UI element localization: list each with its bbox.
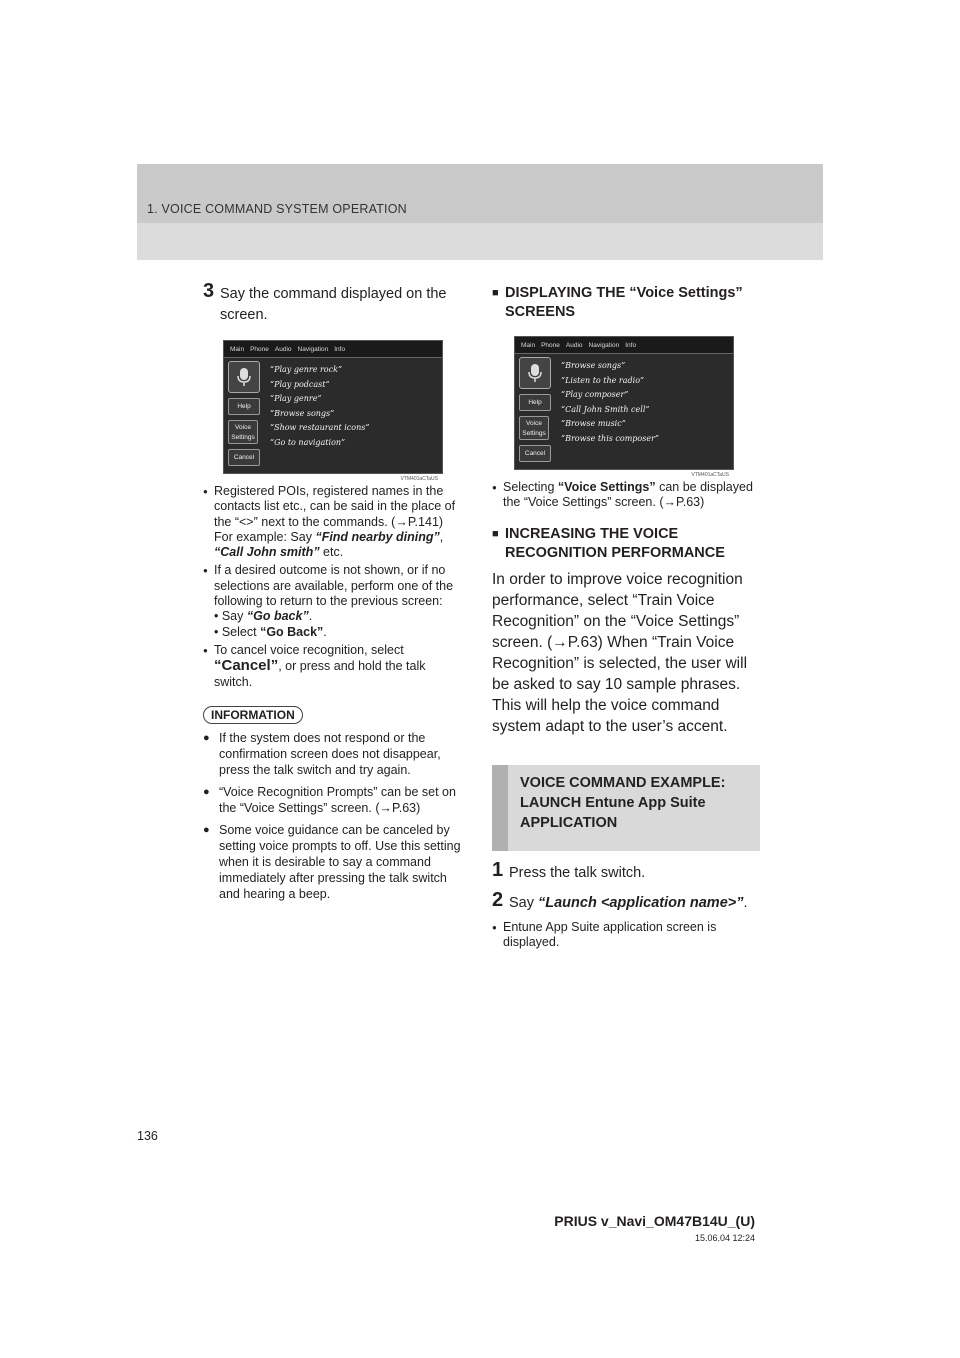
voice-command-example-box <box>492 765 760 851</box>
tab-main: Main <box>521 341 536 349</box>
command-list <box>270 365 369 452</box>
step-1 <box>492 858 760 884</box>
command-item: “Show restaurant icons” <box>270 423 370 432</box>
tab-phone: Phone <box>250 345 269 353</box>
cancel-button: Cancel <box>519 445 551 462</box>
page-header <box>137 164 823 260</box>
tab-navigation: Navigation <box>588 341 620 349</box>
voice-settings-label: “Voice Settings” <box>557 480 656 494</box>
voice-settings-screenshot <box>514 336 734 478</box>
tab-phone: Phone <box>541 341 560 349</box>
tab-info: Info <box>334 345 346 353</box>
left-column <box>203 280 467 902</box>
bullet-cancel <box>203 643 467 690</box>
document-timestamp: 15.06.04 12:24 <box>694 1233 755 1243</box>
page-number: 136 <box>137 1129 158 1143</box>
tab-navigation: Navigation <box>297 345 329 353</box>
bullet-text: If a desired outcome is not shown, or if no selections are available, perform one of the following to return to the previous screen: <box>214 563 454 609</box>
sub-item: • Select <box>214 624 261 639</box>
bullet-go-back <box>203 563 467 639</box>
right-column <box>492 284 760 950</box>
bullet-text: , or press and hold the talk switch. <box>214 659 426 689</box>
document-id: PRIUS v_Navi_OM47B14U_(U) <box>554 1213 755 1229</box>
separator: , <box>439 529 444 544</box>
microphone-icon <box>519 357 551 389</box>
bullet-entune-displayed: ● Entune App Suite application screen is displayed. <box>492 920 760 951</box>
section-heading-recognition: ■ INCREASING THE VOICE RECOGNITION PERFORMANCE <box>492 525 760 563</box>
launch-command: “Launch <application name>” <box>538 894 744 911</box>
command-item: “Play podcast” <box>270 379 330 389</box>
example-command: “Call John smith” <box>214 545 320 560</box>
punct: . <box>308 609 313 624</box>
command-item: “Play genre” <box>270 394 322 403</box>
screenshot-code: VTM401aCTaUS <box>691 472 729 478</box>
step-2 <box>492 888 760 914</box>
help-button: Help <box>519 394 551 411</box>
voice-settings-button: Voice Settings <box>228 420 258 444</box>
command-list <box>561 361 659 448</box>
tab-audio: Audio <box>274 345 292 353</box>
recognition-body-text: In order to improve voice recognition performance, select “Train Voice Recognition” on the “Voice Settings” screen. (→P.63) When “Train Voice Recognition” is selected, the user will be asked to say 10 sample phrases. This will help the voice command system adapt to the user’s accent. <box>492 570 748 735</box>
screen-tabs <box>515 337 733 354</box>
step-3 <box>203 280 467 326</box>
screenshot-code: VTM401aCTaUS <box>400 476 438 482</box>
go-back-command: “Go back” <box>246 609 309 624</box>
bullet-text: Selecting <box>503 480 558 494</box>
information-box <box>203 706 467 902</box>
bullet-voice-settings <box>492 480 760 511</box>
screen-side-buttons <box>519 357 551 462</box>
tab-info: Info <box>625 341 637 349</box>
bullet-text: To cancel voice recognition, select <box>214 642 404 657</box>
bullet-text: can be displayed the “Voice Settings” screen. (→P.63) <box>503 480 753 510</box>
tab-audio: Audio <box>565 341 583 349</box>
screen-tabs <box>224 341 442 358</box>
step-text: Say <box>509 894 539 911</box>
command-item: “Browse this composer” <box>561 433 659 443</box>
step-text: Say the command displayed on the screen. <box>220 286 447 323</box>
command-item: “Listen to the radio” <box>561 375 645 385</box>
microphone-icon <box>228 361 260 393</box>
tab-main: Main <box>230 345 245 353</box>
punct: . <box>743 894 748 911</box>
info-item: ● If the system does not respond or the confirmation screen does not disappear, press the talk switch and try again. <box>203 730 467 778</box>
example-box-title: VOICE COMMAND EXAMPLE: LAUNCH Entune App Suite APPLICATION <box>520 774 726 831</box>
section-heading-voice-settings: ■ DISPLAYING THE “Voice Settings” SCREENS <box>492 284 760 322</box>
command-item: “Browse songs” <box>561 361 626 370</box>
command-item: “Play composer” <box>561 390 629 399</box>
info-item: ● Some voice guidance can be canceled by setting voice prompts to off. Use this setting when it is desirable to say a command immediately after pressing the talk switch and hearing a beep. <box>203 822 467 902</box>
cancel-label: “Cancel” <box>214 657 279 675</box>
help-button: Help <box>228 398 260 415</box>
go-back-button-label: “Go Back” <box>260 624 324 639</box>
bullet-text: For example: Say <box>214 529 316 544</box>
header-band <box>137 223 823 260</box>
information-label: INFORMATION <box>203 706 303 724</box>
step-number: 3 <box>203 280 215 302</box>
bullet-text: Registered POIs, registered names in the contacts list etc., can be said in the place of the “<>” next to the commands. (→P.141) <box>214 484 456 529</box>
voice-command-screenshot <box>223 340 443 482</box>
step-number: 1 <box>492 858 504 881</box>
step-number: 2 <box>492 888 504 911</box>
bullet-text: etc. <box>319 545 344 560</box>
info-item: ● “Voice Recognition Prompts” can be set on the “Voice Settings” screen. (→P.63) <box>203 784 467 816</box>
section-title: 1. VOICE COMMAND SYSTEM OPERATION <box>147 202 407 216</box>
command-item: “Browse songs” <box>270 408 335 418</box>
bullet-registered-pois <box>203 484 467 560</box>
command-item: “Play genre rock” <box>270 365 343 374</box>
command-item: “Go to navigation” <box>270 437 346 447</box>
cancel-button: Cancel <box>228 449 260 466</box>
command-item: “Browse music” <box>561 419 626 428</box>
step-text: Press the talk switch. <box>509 864 646 881</box>
example-command: “Find nearby dining” <box>315 529 440 544</box>
screen-side-buttons <box>228 361 260 466</box>
voice-settings-button: Voice Settings <box>519 416 549 440</box>
punct: . <box>323 624 327 639</box>
sub-item: • Say <box>214 609 247 624</box>
command-item: “Call John Smith cell” <box>561 404 650 414</box>
